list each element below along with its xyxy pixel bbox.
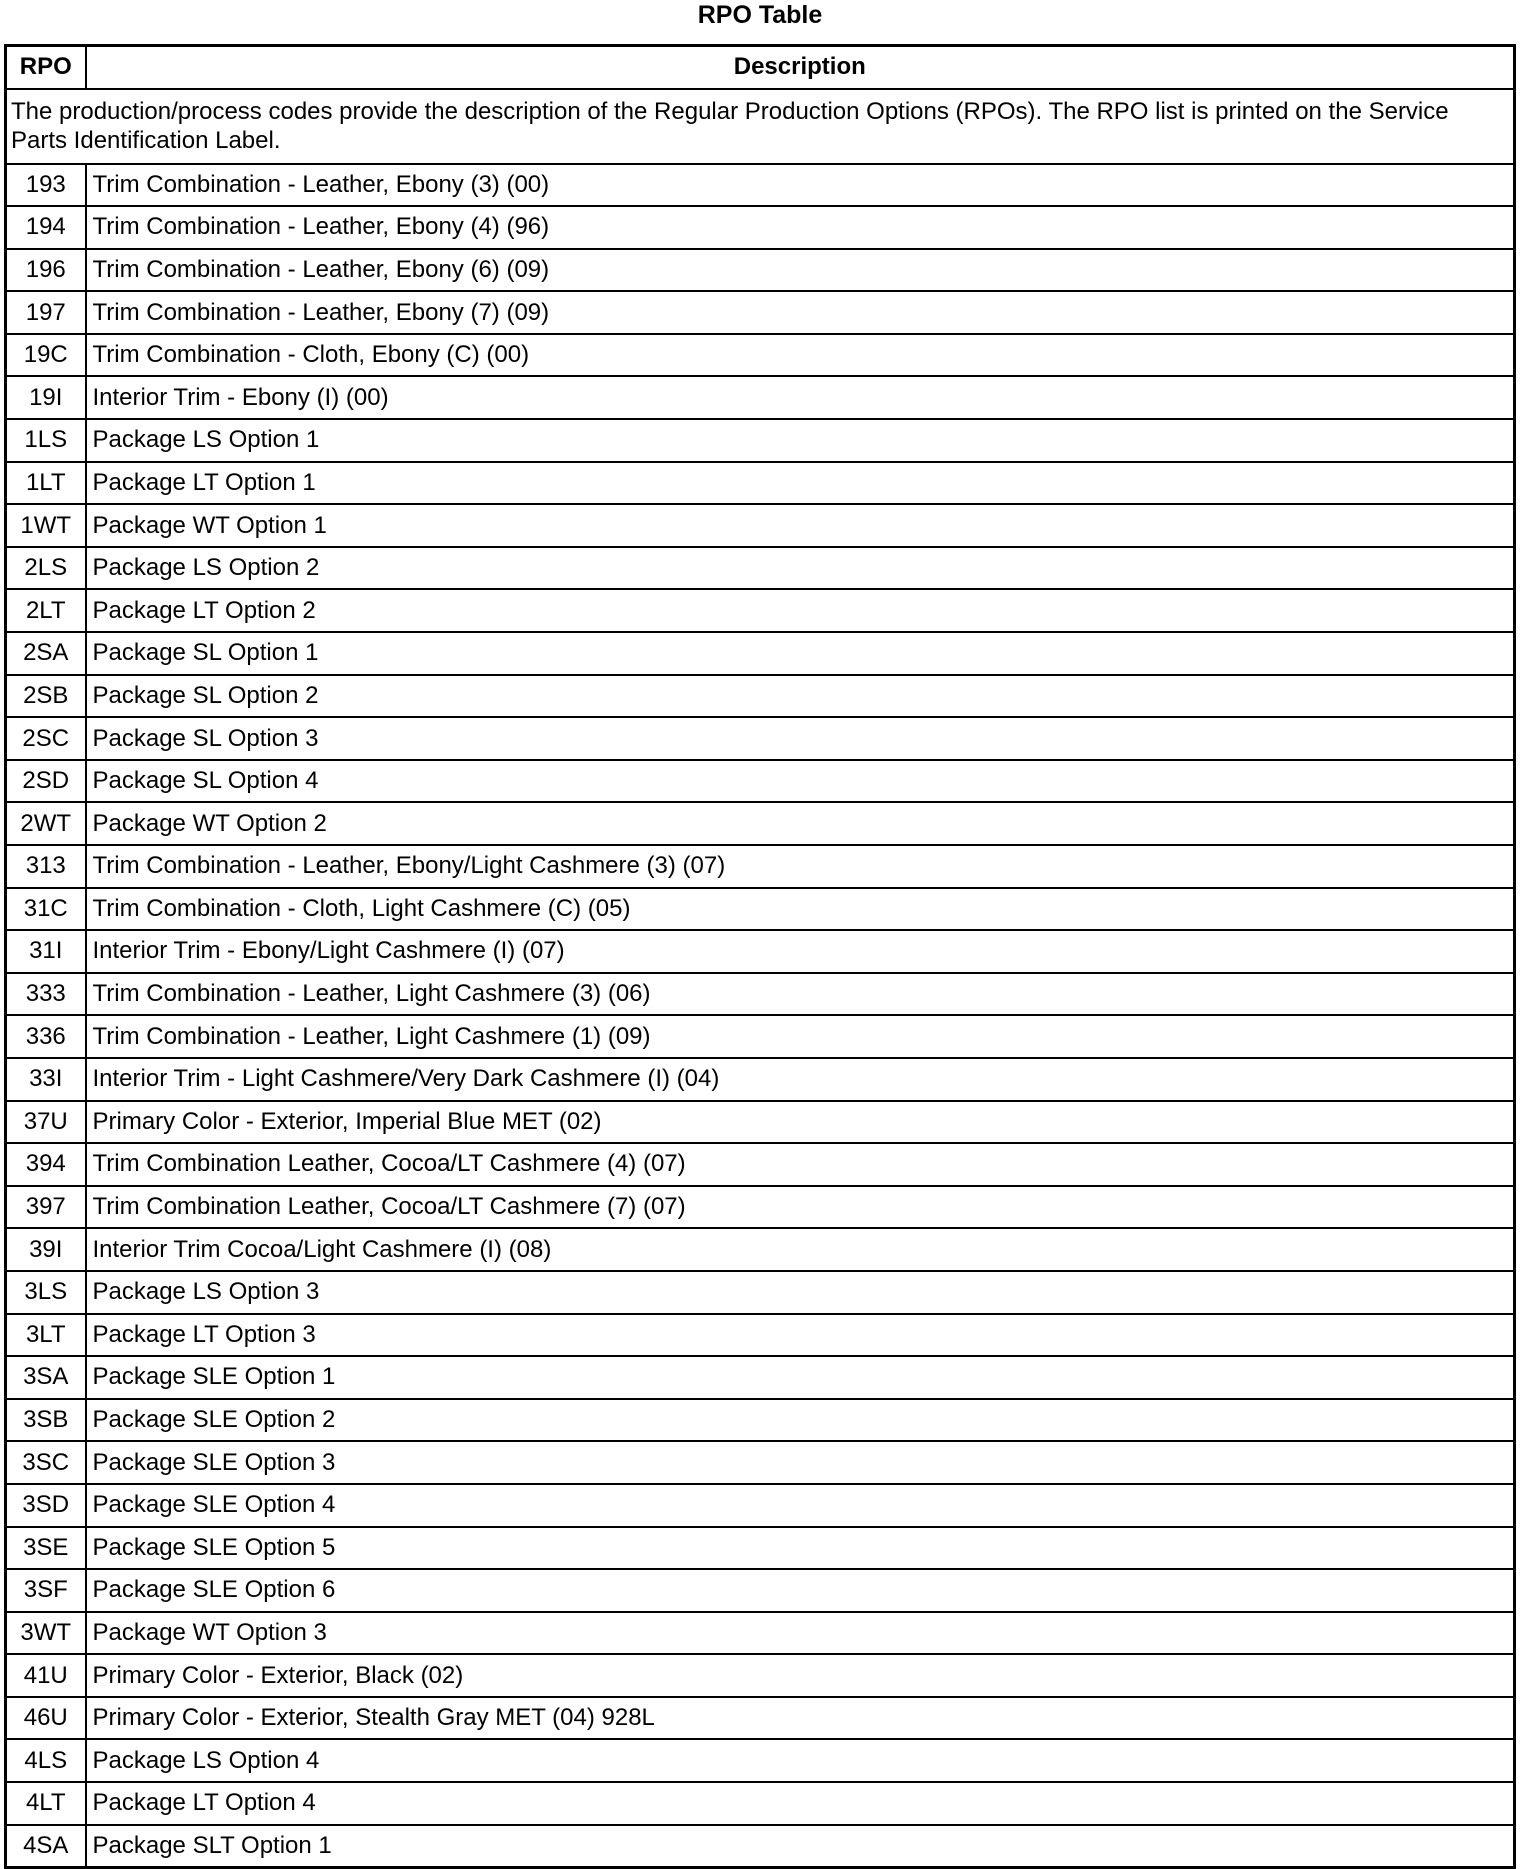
table-row <box>6 504 1515 547</box>
table-row <box>6 1782 1515 1825</box>
rpo-description: Primary Color - Exterior, Imperial Blue MET (02) <box>86 1101 1515 1144</box>
rpo-code: 3SA <box>6 1356 86 1399</box>
rpo-description: Trim Combination - Leather, Ebony (7) (09) <box>86 291 1515 334</box>
rpo-description: Trim Combination - Cloth, Light Cashmere (C) (05) <box>86 888 1515 931</box>
table-row <box>6 675 1515 718</box>
table-row <box>6 1228 1515 1271</box>
table-row <box>6 1399 1515 1442</box>
table-row <box>6 1527 1515 1570</box>
rpo-code: 2SD <box>6 760 86 803</box>
rpo-description: Interior Trim - Ebony/Light Cashmere (I) (07) <box>86 930 1515 973</box>
rpo-description: Interior Trim Cocoa/Light Cashmere (I) (08) <box>86 1228 1515 1271</box>
rpo-code: 336 <box>6 1015 86 1058</box>
table-row <box>6 462 1515 505</box>
table-row <box>6 1484 1515 1527</box>
rpo-code: 2SC <box>6 717 86 760</box>
table-row <box>6 1356 1515 1399</box>
rpo-code: 2LT <box>6 589 86 632</box>
rpo-code: 3LS <box>6 1271 86 1314</box>
rpo-code: 19I <box>6 376 86 419</box>
table-row <box>6 845 1515 888</box>
rpo-description: Trim Combination - Leather, Ebony (3) (00) <box>86 164 1515 207</box>
table-row <box>6 973 1515 1016</box>
rpo-code: 313 <box>6 845 86 888</box>
rpo-code: 19C <box>6 334 86 377</box>
rpo-description: Trim Combination Leather, Cocoa/LT Cashmere (4) (07) <box>86 1143 1515 1186</box>
rpo-description: Package LT Option 2 <box>86 589 1515 632</box>
table-title: RPO Table <box>697 1 823 29</box>
rpo-description: Primary Color - Exterior, Black (02) <box>86 1654 1515 1697</box>
rpo-description: Package LT Option 1 <box>86 462 1515 505</box>
rpo-description: Interior Trim - Ebony (I) (00) <box>86 376 1515 419</box>
description-column-header: Description <box>86 46 1515 89</box>
rpo-table <box>4 44 1516 1869</box>
rpo-description: Package SLE Option 4 <box>86 1484 1515 1527</box>
rpo-code: 3WT <box>6 1612 86 1655</box>
rpo-description: Package LS Option 1 <box>86 419 1515 462</box>
rpo-description: Trim Combination - Leather, Ebony (4) (96) <box>86 206 1515 249</box>
rpo-description: Trim Combination - Leather, Ebony/Light Cashmere (3) (07) <box>86 845 1515 888</box>
table-row <box>6 1825 1515 1868</box>
rpo-code: 397 <box>6 1186 86 1229</box>
rpo-code: 33I <box>6 1058 86 1101</box>
rpo-description: Package SL Option 4 <box>86 760 1515 803</box>
table-row <box>6 930 1515 973</box>
table-row <box>6 1143 1515 1186</box>
rpo-description: Package SLT Option 1 <box>86 1825 1515 1868</box>
rpo-code: 3SF <box>6 1569 86 1612</box>
rpo-description: Package SL Option 1 <box>86 632 1515 675</box>
table-row <box>6 249 1515 292</box>
rpo-column-header: RPO <box>6 46 86 89</box>
rpo-description: Trim Combination - Cloth, Ebony (C) (00) <box>86 334 1515 377</box>
table-body <box>6 89 1515 1868</box>
table-row <box>6 1314 1515 1357</box>
rpo-code: 3SB <box>6 1399 86 1442</box>
rpo-code: 197 <box>6 291 86 334</box>
rpo-description: Trim Combination - Leather, Light Cashmere (1) (09) <box>86 1015 1515 1058</box>
rpo-description: Package WT Option 2 <box>86 802 1515 845</box>
table-row <box>6 1101 1515 1144</box>
rpo-description: Package WT Option 1 <box>86 504 1515 547</box>
rpo-code: 3SD <box>6 1484 86 1527</box>
rpo-description: Package LS Option 3 <box>86 1271 1515 1314</box>
rpo-description: Package SLE Option 6 <box>86 1569 1515 1612</box>
rpo-description: Package SLE Option 3 <box>86 1441 1515 1484</box>
rpo-code: 1LS <box>6 419 86 462</box>
rpo-description: Package LT Option 3 <box>86 1314 1515 1357</box>
table-row <box>6 206 1515 249</box>
table-row <box>6 1697 1515 1740</box>
rpo-code: 1WT <box>6 504 86 547</box>
rpo-description: Package SL Option 3 <box>86 717 1515 760</box>
rpo-description: Trim Combination - Leather, Light Cashmere (3) (06) <box>86 973 1515 1016</box>
rpo-code: 2LS <box>6 547 86 590</box>
rpo-code: 3SE <box>6 1527 86 1570</box>
rpo-code: 4LT <box>6 1782 86 1825</box>
rpo-description: Trim Combination Leather, Cocoa/LT Cashmere (7) (07) <box>86 1186 1515 1229</box>
rpo-description: Package WT Option 3 <box>86 1612 1515 1655</box>
table-row <box>6 1654 1515 1697</box>
table-row <box>6 1441 1515 1484</box>
table-row <box>6 802 1515 845</box>
rpo-code: 31C <box>6 888 86 931</box>
rpo-description: Trim Combination - Leather, Ebony (6) (09) <box>86 249 1515 292</box>
rpo-description: Package SL Option 2 <box>86 675 1515 718</box>
table-row <box>6 1271 1515 1314</box>
rpo-code: 2SB <box>6 675 86 718</box>
table-row <box>6 632 1515 675</box>
rpo-description: Package LS Option 4 <box>86 1739 1515 1782</box>
rpo-code: 394 <box>6 1143 86 1186</box>
rpo-description: Package LT Option 4 <box>86 1782 1515 1825</box>
rpo-code: 193 <box>6 164 86 207</box>
rpo-code: 196 <box>6 249 86 292</box>
table-row <box>6 1015 1515 1058</box>
rpo-description: Primary Color - Exterior, Stealth Gray MET (04) 928L <box>86 1697 1515 1740</box>
table-row <box>6 419 1515 462</box>
rpo-code: 4SA <box>6 1825 86 1868</box>
table-row <box>6 291 1515 334</box>
rpo-code: 41U <box>6 1654 86 1697</box>
table-row <box>6 1186 1515 1229</box>
table-row <box>6 888 1515 931</box>
rpo-code: 3LT <box>6 1314 86 1357</box>
table-row <box>6 547 1515 590</box>
rpo-description: Package LS Option 2 <box>86 547 1515 590</box>
rpo-code: 2SA <box>6 632 86 675</box>
rpo-description: Package SLE Option 2 <box>86 1399 1515 1442</box>
rpo-description: Package SLE Option 1 <box>86 1356 1515 1399</box>
table-row <box>6 589 1515 632</box>
header-row <box>6 46 1515 89</box>
table-row <box>6 717 1515 760</box>
rpo-code: 333 <box>6 973 86 1016</box>
intro-row <box>6 89 1515 164</box>
table-row <box>6 1058 1515 1101</box>
rpo-code: 1LT <box>6 462 86 505</box>
rpo-description: Package SLE Option 5 <box>86 1527 1515 1570</box>
rpo-code: 37U <box>6 1101 86 1144</box>
table-row <box>6 1739 1515 1782</box>
rpo-code: 46U <box>6 1697 86 1740</box>
rpo-code: 39I <box>6 1228 86 1271</box>
rpo-code: 4LS <box>6 1739 86 1782</box>
rpo-code: 2WT <box>6 802 86 845</box>
table-row <box>6 334 1515 377</box>
intro-text: The production/process codes provide the description of the Regular Production Options (RPOs). The RPO list is printed on the Service Parts Identification Label. <box>6 89 1515 164</box>
table-row <box>6 164 1515 207</box>
rpo-code: 3SC <box>6 1441 86 1484</box>
table-row <box>6 1612 1515 1655</box>
rpo-code: 31I <box>6 930 86 973</box>
rpo-code: 194 <box>6 206 86 249</box>
table-row <box>6 760 1515 803</box>
table-row <box>6 376 1515 419</box>
rpo-description: Interior Trim - Light Cashmere/Very Dark Cashmere (I) (04) <box>86 1058 1515 1101</box>
table-row <box>6 1569 1515 1612</box>
